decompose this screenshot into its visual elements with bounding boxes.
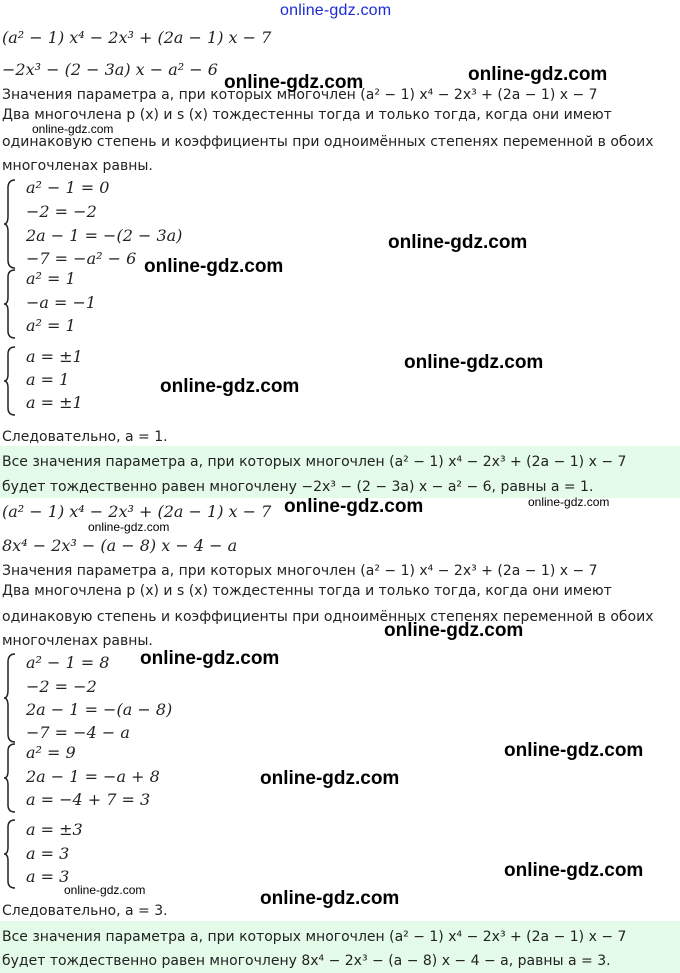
p1-system3-eq: a = ±1 [26, 347, 83, 366]
p1-system3-brace [2, 345, 18, 417]
p1-answer-line-2: будет тождественно равен многочлену −2x³ − (2 − 3a) x − a² − 6, равны a = 1. [2, 479, 594, 495]
p1-polynomial-1: (a² − 1) x⁴ − 2x³ + (2a − 1) x − 7 [2, 28, 272, 47]
watermark: online-gdz.com [140, 648, 280, 669]
watermark: online-gdz.com [64, 883, 146, 897]
p1-system2-eq: a² = 1 [26, 269, 76, 288]
p1-conclusion: Следовательно, a = 1. [2, 429, 168, 445]
watermark: online-gdz.com [284, 496, 424, 517]
p2-answer-line-1: Все значения параметра a, при которых многочлен (a² − 1) x⁴ − 2x³ + (2a − 1) x − 7 [2, 929, 627, 945]
watermark: online-gdz.com [260, 888, 400, 909]
watermark: online-gdz.com [504, 860, 644, 881]
p1-system2-eq: a² = 1 [26, 316, 76, 335]
p2-system1-eq: 2a − 1 = −(a − 8) [26, 700, 173, 719]
p2-system3-eq: a = ±3 [26, 820, 83, 839]
p2-intro-line-2: одинаковую степень и коэффициенты при одноимённых степенях переменной в обоих [2, 609, 654, 625]
watermark: online-gdz.com [468, 64, 608, 85]
p2-system1-eq: −7 = −4 − a [26, 723, 130, 742]
p2-system2-eq: 2a − 1 = −a + 8 [26, 767, 160, 786]
p1-intro-line-2: одинаковую степень и коэффициенты при одноимённых степенях переменной в обоих [2, 134, 654, 150]
p1-system1-eq: −2 = −2 [26, 202, 97, 221]
p2-system1-eq: a² − 1 = 8 [26, 653, 110, 672]
p2-system3-eq: a = 3 [26, 867, 70, 886]
p1-answer-line-1: Все значения параметра a, при которых многочлен (a² − 1) x⁴ − 2x³ + (2a − 1) x − 7 [2, 454, 627, 470]
watermark: online-gdz.com [144, 256, 284, 277]
p1-system2-eq: −a = −1 [26, 293, 97, 312]
p1-intro-line-3: многочленах равны. [2, 158, 153, 174]
p2-system2-brace [2, 742, 18, 814]
watermark: online-gdz.com [224, 72, 364, 93]
p2-answer-line-2: будет тождественно равен многочлену 8x⁴ − 2x³ − (a − 8) x − 4 − a, равны a = 3. [2, 953, 611, 969]
p1-system1-eq: a² − 1 = 0 [26, 178, 110, 197]
p2-heading-clipped: Значения параметра a, при которых многочлен (a² − 1) x⁴ − 2x³ + (2a − 1) x − 7 [2, 564, 598, 578]
watermark: online-gdz.com [384, 620, 524, 641]
p1-system1-eq: 2a − 1 = −(2 − 3a) [26, 226, 183, 245]
p2-intro-line-1: Два многочлена p (x) и s (x) тождестенны тогда и только тогда, когда они имеют [2, 583, 612, 599]
p2-polynomial-1: (a² − 1) x⁴ − 2x³ + (2a − 1) x − 7 [2, 502, 272, 521]
p2-polynomial-2: 8x⁴ − 2x³ − (a − 8) x − 4 − a [2, 536, 238, 555]
p1-system2-brace [2, 268, 18, 340]
watermark: online-gdz.com [404, 352, 544, 373]
watermark: online-gdz.com [88, 520, 170, 534]
p2-intro-line-3: многочленах равны. [2, 633, 153, 649]
watermark: online-gdz.com [160, 376, 300, 397]
p1-system3-eq: a = 1 [26, 370, 70, 389]
p1-system1-eq: −7 = −a² − 6 [26, 249, 137, 268]
p1-system3-eq: a = ±1 [26, 393, 83, 412]
p2-system2-eq: a = −4 + 7 = 3 [26, 790, 151, 809]
p1-system1-brace [2, 178, 18, 270]
watermark: online-gdz.com [32, 122, 114, 136]
watermark: online-gdz.com [504, 740, 644, 761]
p2-system1-brace [2, 652, 18, 744]
watermark: online-gdz.com [388, 232, 528, 253]
p2-system3-brace [2, 818, 18, 890]
watermark: online-gdz.com [260, 768, 400, 789]
p2-system1-eq: −2 = −2 [26, 677, 97, 696]
p1-polynomial-2: −2x³ − (2 − 3a) x − a² − 6 [2, 60, 218, 79]
p2-conclusion: Следовательно, a = 3. [2, 903, 168, 919]
watermark: online-gdz.com [528, 495, 610, 509]
p1-intro-line-1: Два многочлена p (x) и s (x) тождестенны тогда и только тогда, когда они имеют [2, 107, 612, 123]
p2-system2-eq: a² = 9 [26, 743, 76, 762]
p1-heading-clipped: Значения параметра a, при которых многочлен (a² − 1) x⁴ − 2x³ + (2a − 1) x − 7 [2, 88, 598, 102]
p2-system3-eq: a = 3 [26, 844, 70, 863]
site-header-watermark: online-gdz.com [280, 2, 392, 19]
